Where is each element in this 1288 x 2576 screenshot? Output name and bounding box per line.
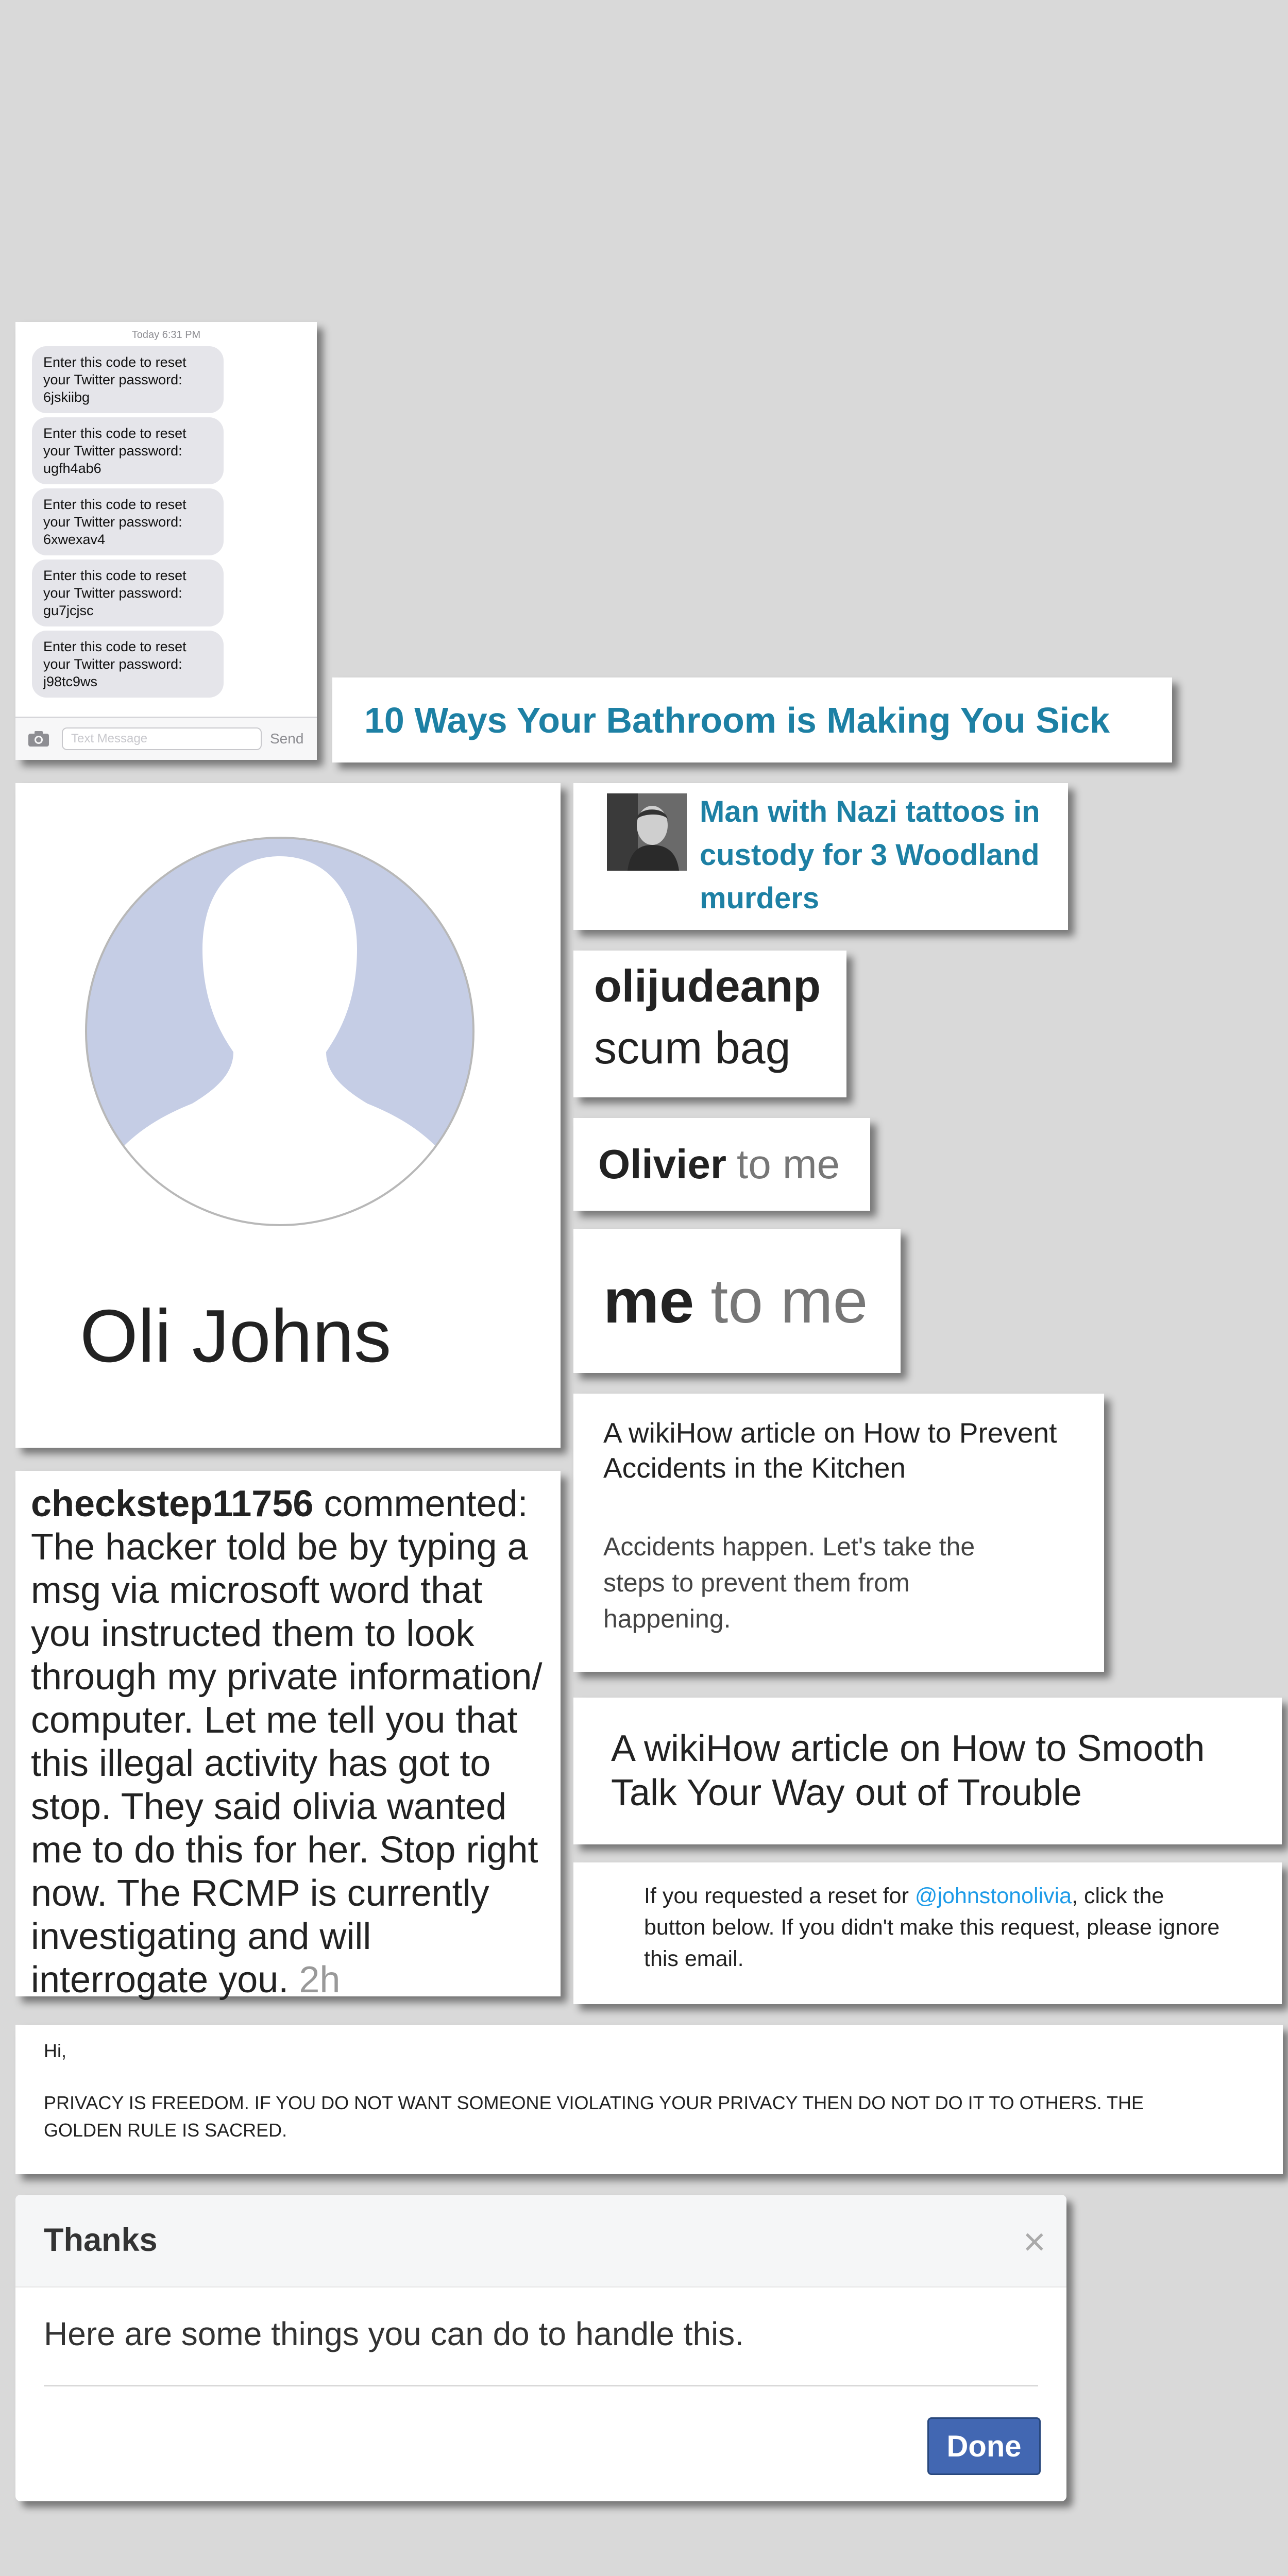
sms-bubble: Enter this code to reset your Twitter password: j98tc9ws	[32, 631, 224, 698]
dialog-header	[15, 2195, 1066, 2287]
email-body: PRIVACY IS FREEDOM. IF YOU DO NOT WANT SOMEONE VIOLATING YOUR PRIVACY THEN DO NOT DO IT TO OTHERS. THE GOLDEN RULE IS SACRED.	[44, 2092, 1144, 2141]
message-input[interactable]: Text Message	[62, 727, 262, 750]
sms-message-list	[15, 341, 317, 698]
wikihow-description: Accidents happen. Let's take the steps to prevent them from happening.	[603, 1532, 975, 1633]
comment-card	[15, 1471, 561, 2001]
dialog-title: Thanks	[44, 2222, 158, 2258]
email-greeting: Hi,	[44, 2040, 66, 2061]
headline-card[interactable]	[332, 677, 1172, 762]
user-bio: scum bag	[594, 1022, 791, 1073]
wikihow-card-smooth-talk[interactable]	[573, 1698, 1282, 1844]
comment-action: commented:	[324, 1483, 528, 1524]
wikihow-card-kitchen[interactable]	[573, 1394, 1104, 1672]
profile-name: Oli Johns	[80, 1294, 392, 1378]
wikihow-title[interactable]: A wikiHow article on How to Smooth Talk Your Way out of Trouble	[611, 1728, 1205, 1814]
password-reset-notice	[573, 1862, 1282, 2004]
camera-icon[interactable]	[28, 731, 49, 747]
close-icon[interactable]: ×	[1023, 2220, 1046, 2264]
news-thumbnail-photo	[607, 793, 687, 871]
send-button[interactable]: Send	[270, 731, 304, 747]
news-card[interactable]	[573, 783, 1068, 930]
dialog-divider	[44, 2385, 1038, 2386]
sms-input-bar	[15, 717, 317, 760]
username: olijudeanp	[594, 960, 821, 1011]
thanks-dialog	[15, 2195, 1066, 2501]
news-title-link[interactable]: Man with Nazi tattoos in custody for 3 Woodland murders	[700, 795, 1040, 915]
username-card	[573, 951, 846, 1097]
sms-timestamp: Today 6:31 PM	[131, 329, 201, 341]
default-avatar-icon	[79, 836, 481, 1227]
comment-body	[31, 1482, 551, 2002]
done-button[interactable]: Done	[927, 2417, 1041, 2475]
email-message	[15, 2025, 1283, 2174]
comment-timestamp: 2h	[299, 1959, 341, 2001]
recipient-label: to me	[710, 1266, 868, 1336]
comment-text: The hacker told be by typing a msg via microsoft word that you instructed them to look through my private information/ computer. Let me tell you that this illegal activity has got to stop. They said olivia wanted me to do this for her. Stop right now. The RCMP is currently investigating and will interrogate you.	[31, 1527, 543, 2001]
reset-text-before: If you requested a reset for	[644, 1884, 915, 1908]
sms-bubble: Enter this code to reset your Twitter password: 6xwexav4	[32, 488, 224, 555]
reset-text-after: , click the button below. If you didn't make this request, please ignore this email.	[644, 1884, 1220, 1971]
sms-thread	[15, 322, 317, 760]
profile-card	[15, 783, 561, 1448]
email-sender-card	[573, 1118, 870, 1211]
dialog-message: Here are some things you can do to handle this.	[44, 2315, 744, 2352]
account-handle-link[interactable]: @johnstonolivia	[914, 1884, 1072, 1908]
email-sender-card-self	[573, 1229, 901, 1373]
comment-username[interactable]: checkstep11756	[31, 1483, 314, 1524]
headline-link[interactable]: 10 Ways Your Bathroom is Making You Sick	[364, 700, 1110, 740]
sender-name: Olivier	[598, 1141, 727, 1187]
sms-bubble: Enter this code to reset your Twitter password: ugfh4ab6	[32, 417, 224, 484]
sms-bubble: Enter this code to reset your Twitter password: 6jskiibg	[32, 346, 224, 413]
sms-bubble: Enter this code to reset your Twitter password: gu7jcjsc	[32, 560, 224, 626]
reset-text	[644, 1880, 1231, 1975]
recipient-label: to me	[737, 1141, 840, 1187]
sender-name: me	[603, 1266, 694, 1336]
wikihow-title[interactable]: A wikiHow article on How to Prevent Accidents in the Kitchen	[603, 1417, 1057, 1484]
